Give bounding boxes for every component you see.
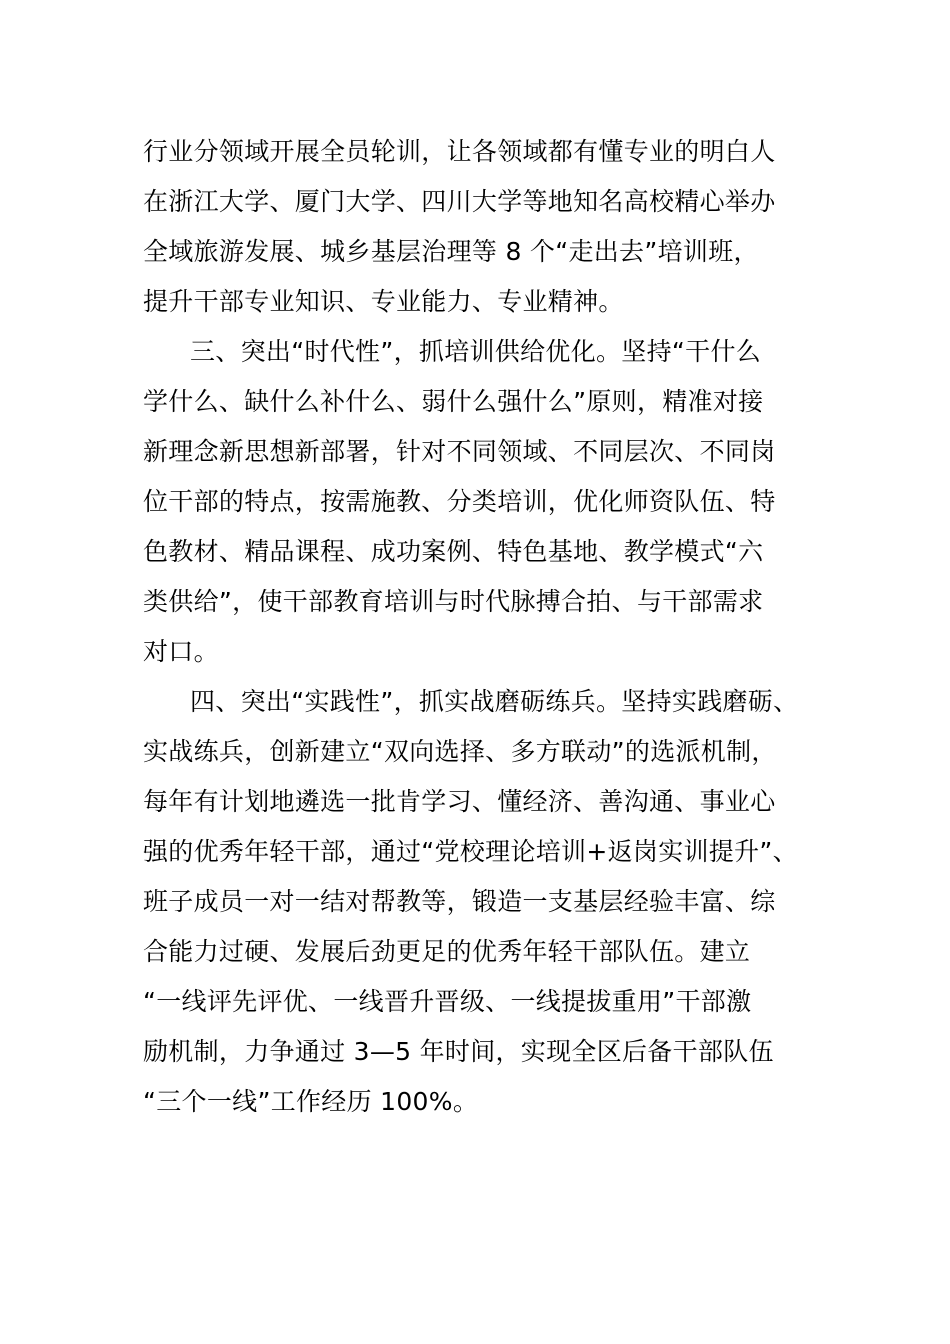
paragraph-3-heading-line: 三、突出“时代性”，抓培训供给优化。坚持“干什么 bbox=[190, 337, 762, 366]
text-line: 类供给”，使干部教育培训与时代脉搏合拍、与干部需求 bbox=[143, 587, 764, 616]
text-line: 合能力过硬、发展后劲更足的优秀年轻干部队伍。建立 bbox=[143, 937, 751, 966]
text-line: 在浙江大学、厦门大学、四川大学等地知名高校精心举办 bbox=[143, 187, 776, 216]
text-line: 强的优秀年轻干部，通过“党校理论培训+返岗实训提升”、 bbox=[143, 837, 798, 866]
text-line: 新理念新思想新部署，针对不同领域、不同层次、不同岗 bbox=[143, 437, 776, 466]
text-line: 提升干部专业知识、专业能力、专业精神。 bbox=[143, 287, 624, 316]
text-line: “三个一线”工作经历 100%。 bbox=[143, 1087, 479, 1116]
text-line: 班子成员一对一结对帮教等，锻造一支基层经验丰富、综 bbox=[143, 887, 776, 916]
text-line: “一线评先评优、一线晋升晋级、一线提拔重用”干部激 bbox=[143, 987, 752, 1016]
text-line: 行业分领域开展全员轮训，让各领域都有懂专业的明白人 bbox=[143, 137, 776, 166]
text-line: 励机制，力争通过 3—5 年时间，实现全区后备干部队伍 bbox=[143, 1037, 774, 1066]
text-line: 对口。 bbox=[143, 637, 219, 666]
text-line: 全域旅游发展、城乡基层治理等 8 个“走出去”培训班， bbox=[143, 237, 759, 266]
text-line: 每年有计划地遴选一批肯学习、懂经济、善沟通、事业心 bbox=[143, 787, 776, 816]
text-line: 位干部的特点，按需施教、分类培训，优化师资队伍、特 bbox=[143, 487, 776, 516]
paragraph-4-heading-line: 四、突出“实践性”，抓实战磨砺练兵。坚持实践磨砺、 bbox=[190, 687, 799, 716]
text-line: 色教材、精品课程、成功案例、特色基地、教学模式“六 bbox=[143, 537, 764, 566]
text-line: 学什么、缺什么补什么、弱什么强什么”原则，精准对接 bbox=[143, 387, 764, 416]
text-line: 实战练兵，创新建立“双向选择、多方联动”的选派机制， bbox=[143, 737, 777, 766]
